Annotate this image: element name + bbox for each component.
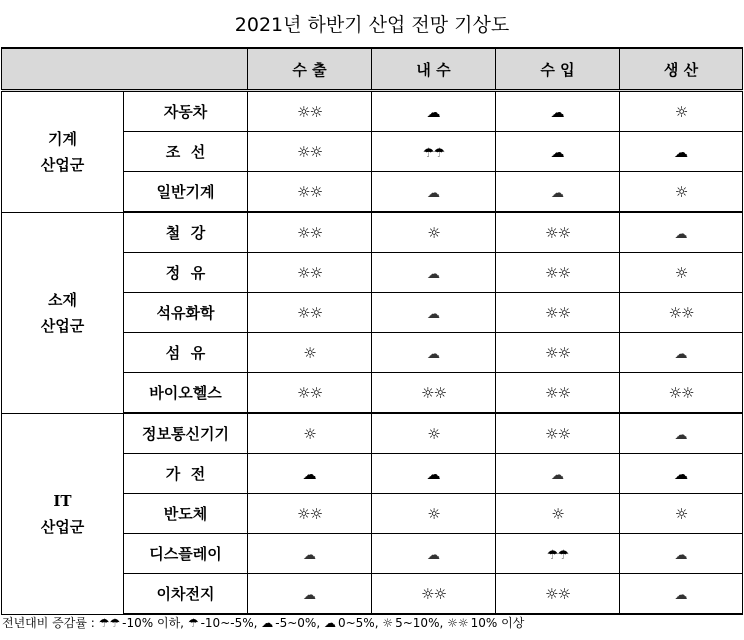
- industry-group: [2, 91, 124, 213]
- cloud-icon: ☁: [261, 616, 274, 630]
- industry-label: 정 유: [124, 253, 248, 293]
- sun-icon: ☼: [674, 263, 688, 282]
- legend-text: 0~5%,: [337, 616, 379, 630]
- forecast-cell: [496, 333, 620, 373]
- forecast-cell: [372, 91, 496, 132]
- legend-text: -5~0%,: [275, 616, 321, 630]
- legend-text: 10% 이상: [470, 616, 525, 630]
- cloud-icon: ☁: [551, 467, 564, 483]
- industry-group: [2, 212, 124, 413]
- forecast-cell: [496, 293, 620, 333]
- industry-label: 바이오헬스: [124, 373, 248, 414]
- forecast-cell: [248, 132, 372, 172]
- forecast-cell: [248, 373, 372, 414]
- forecast-cell: [248, 253, 372, 293]
- forecast-cell: [496, 172, 620, 213]
- forecast-cell: [496, 253, 620, 293]
- sun-icon: ☼☼: [421, 383, 446, 402]
- table-body: [2, 91, 743, 615]
- sun-icon: ☼: [427, 424, 440, 443]
- forecast-cell: [372, 293, 496, 333]
- sun-icon: ☼: [382, 616, 394, 630]
- sun-icon: ☼☼: [297, 383, 322, 402]
- cloud-icon: ☁: [427, 306, 440, 322]
- forecast-cell: [248, 574, 372, 615]
- industry-group-line1: 기계: [48, 129, 77, 148]
- table-row: [2, 212, 743, 253]
- industry-label: 가 전: [124, 454, 248, 494]
- industry-label: 철 강: [124, 212, 248, 253]
- forecast-table: [1, 47, 743, 615]
- sun-icon: ☼: [674, 504, 688, 523]
- umbrella-icon: ☂☂: [422, 145, 445, 161]
- forecast-cell: [496, 212, 620, 253]
- forecast-cell: [372, 333, 496, 373]
- forecast-cell: [372, 574, 496, 615]
- forecast-cell: [248, 91, 372, 132]
- forecast-cell: [372, 212, 496, 253]
- cloud-icon: ☁: [674, 144, 688, 161]
- cloud-icon: ☁: [427, 266, 440, 282]
- sun-icon: ☼☼: [545, 584, 570, 603]
- forecast-cell: [496, 132, 620, 172]
- industry-group-line1: IT: [53, 491, 72, 510]
- forecast-cell: [620, 534, 743, 574]
- sun-icon: ☼: [551, 504, 564, 523]
- sun-icon: ☼☼: [545, 263, 570, 282]
- industry-group-line1: 소재: [48, 290, 77, 309]
- industry-label: 이차전지: [124, 574, 248, 615]
- industry-label: 일반기계: [124, 172, 248, 213]
- cloud-icon: ☁: [551, 185, 564, 201]
- legend: [2, 614, 524, 631]
- table-row: [2, 91, 743, 132]
- sun-icon: ☼☼: [668, 303, 694, 322]
- page-title: 2021년 하반기 산업 전망 기상도: [234, 14, 510, 36]
- forecast-cell: [620, 333, 743, 373]
- cloud-icon: ☁: [303, 587, 316, 603]
- forecast-cell: [620, 373, 743, 414]
- sun-icon: ☼☼: [297, 263, 322, 282]
- cloud-icon: ☁: [427, 185, 440, 201]
- industry-label: 섬 유: [124, 333, 248, 373]
- cloud-icon: ☁: [674, 587, 688, 603]
- cloud-icon: ☁: [550, 104, 565, 121]
- industry-group-line2: 산업군: [40, 517, 85, 536]
- forecast-cell: [620, 413, 743, 454]
- forecast-cell: [496, 91, 620, 132]
- industry-group-line2: 산업군: [40, 316, 85, 335]
- sun-icon: ☼☼: [421, 584, 446, 603]
- cloud-icon: ☁: [427, 346, 440, 362]
- sun-icon: ☼☼: [545, 303, 570, 322]
- header-export: 수 출: [248, 48, 372, 91]
- cloud-icon: ☁: [426, 104, 441, 121]
- forecast-cell: [248, 494, 372, 534]
- forecast-cell: [372, 132, 496, 172]
- industry-label: 반도체: [124, 494, 248, 534]
- forecast-cell: [496, 494, 620, 534]
- umbrella-icon: ☂: [187, 616, 199, 630]
- sun-icon: ☼: [427, 223, 440, 242]
- forecast-cell: [620, 454, 743, 494]
- forecast-cell: [620, 494, 743, 534]
- cloud-icon: ☁: [426, 466, 441, 483]
- sun-icon: ☼☼: [447, 616, 469, 630]
- forecast-cell: [248, 293, 372, 333]
- legend-text: -10% 이하,: [122, 616, 184, 630]
- industry-label: 조 선: [124, 132, 248, 172]
- legend-label: 전년대비 증감률 :: [2, 616, 95, 630]
- cloud-icon: ☁: [323, 616, 336, 630]
- forecast-cell: [620, 91, 743, 132]
- cloud-icon: ☁: [302, 466, 317, 483]
- sun-icon: ☼☼: [297, 303, 322, 322]
- umbrella-icon: ☂☂: [546, 547, 569, 563]
- header-row: [2, 48, 743, 91]
- sun-icon: ☼☼: [297, 504, 322, 523]
- forecast-cell: [372, 534, 496, 574]
- forecast-cell: [248, 534, 372, 574]
- forecast-cell: [372, 373, 496, 414]
- sun-icon: ☼☼: [545, 223, 570, 242]
- forecast-cell: [372, 494, 496, 534]
- header-blank: [2, 48, 248, 91]
- sun-icon: ☼☼: [545, 343, 570, 362]
- forecast-cell: [372, 172, 496, 213]
- forecast-cell: [248, 454, 372, 494]
- umbrella-icon: ☂☂: [98, 616, 121, 630]
- industry-label: 자동차: [124, 91, 248, 132]
- cloud-icon: ☁: [674, 427, 688, 443]
- sun-icon: ☼☼: [297, 142, 322, 161]
- forecast-cell: [248, 413, 372, 454]
- sun-icon: ☼☼: [545, 424, 570, 443]
- forecast-cell: [496, 534, 620, 574]
- sun-icon: ☼: [674, 182, 688, 201]
- cloud-icon: ☁: [674, 466, 688, 483]
- sun-icon: ☼☼: [297, 182, 322, 201]
- cloud-icon: ☁: [303, 547, 316, 563]
- cloud-icon: ☁: [674, 346, 688, 362]
- sun-icon: ☼☼: [545, 383, 570, 402]
- sun-icon: ☼: [674, 102, 688, 121]
- forecast-cell: [620, 132, 743, 172]
- sun-icon: ☼☼: [668, 383, 694, 402]
- legend-text: -10~-5%,: [200, 616, 258, 630]
- table-row: [2, 413, 743, 454]
- sun-icon: ☼☼: [297, 223, 322, 242]
- forecast-cell: [620, 574, 743, 615]
- legend-items: [99, 616, 525, 630]
- header-import: 수 입: [496, 48, 620, 91]
- sun-icon: ☼: [303, 424, 316, 443]
- forecast-cell: [372, 454, 496, 494]
- forecast-cell: [496, 373, 620, 414]
- sun-icon: ☼: [303, 343, 316, 362]
- industry-label: 정보통신기기: [124, 413, 248, 454]
- forecast-cell: [496, 454, 620, 494]
- industry-group: [2, 413, 124, 614]
- cloud-icon: ☁: [674, 226, 688, 242]
- sun-icon: ☼: [427, 504, 440, 523]
- cloud-icon: ☁: [550, 144, 565, 161]
- forecast-cell: [248, 212, 372, 253]
- forecast-cell: [372, 253, 496, 293]
- forecast-cell: [496, 413, 620, 454]
- forecast-cell: [248, 333, 372, 373]
- header-production: 생 산: [620, 48, 743, 91]
- cloud-icon: ☁: [427, 547, 440, 563]
- legend-text: 5~10%,: [395, 616, 444, 630]
- forecast-cell: [372, 413, 496, 454]
- industry-label: 디스플레이: [124, 534, 248, 574]
- cloud-icon: ☁: [674, 547, 688, 563]
- sun-icon: ☼☼: [297, 102, 322, 121]
- forecast-cell: [620, 172, 743, 213]
- forecast-cell: [620, 253, 743, 293]
- forecast-cell: [496, 574, 620, 615]
- industry-group-line2: 산업군: [40, 155, 85, 174]
- forecast-cell: [248, 172, 372, 213]
- header-domestic: 내 수: [372, 48, 496, 91]
- industry-label: 석유화학: [124, 293, 248, 333]
- forecast-cell: [620, 212, 743, 253]
- forecast-cell: [620, 293, 743, 333]
